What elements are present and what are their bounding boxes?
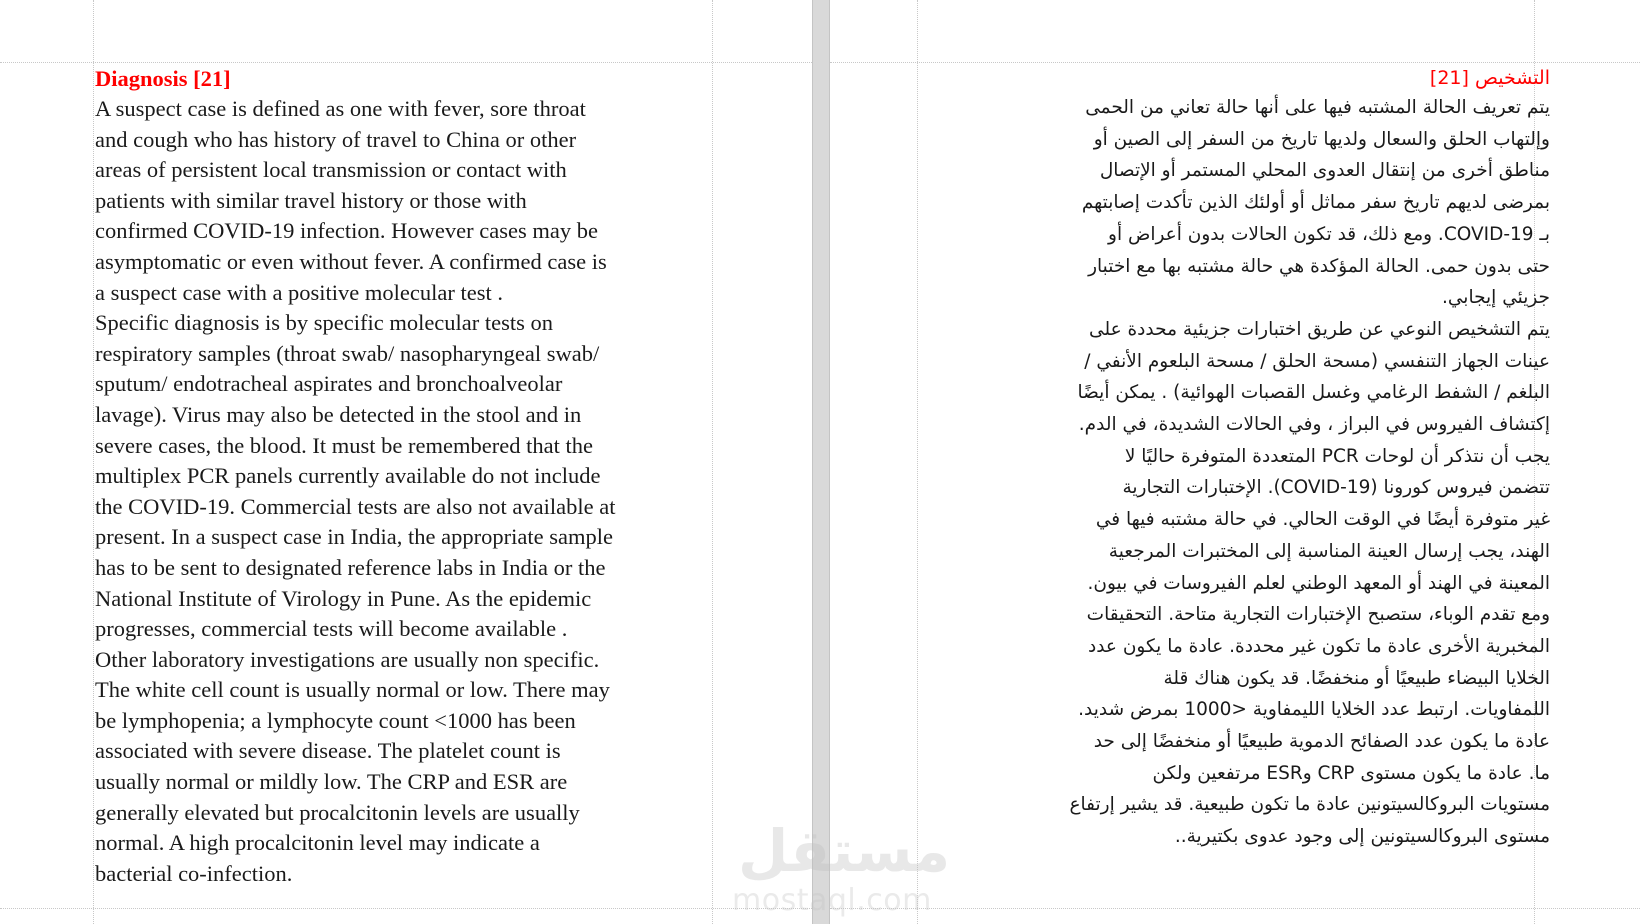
margin-guide-bottom xyxy=(0,908,812,909)
watermark xyxy=(728,817,951,924)
english-section xyxy=(95,64,720,889)
watermark-url: mostaql.com xyxy=(732,883,932,918)
margin-guide-top xyxy=(0,62,812,63)
page-gutter xyxy=(812,0,830,924)
section-body: A suspect case is defined as one with fever, sore throat and cough who has history of travel to China or other areas of persistent local transmission or contact with patients with similar travel history or those with confirmed COVID-19 infection. However cases may be asymptomatic or even without fever. A confirmed case is a suspect case with a positive molecular test . Specific diagnosis is by specific molecular tests on respiratory samples (throat swab/ nasopharyngeal swab/ sputum/ endotracheal aspirates and bronchoalveolar lavage). Virus may also be detected in the stool and in severe cases, the blood. It must be remembered that the multiplex PCR panels currently available do not include the COVID-19. Commercial tests are also not available at present. In a suspect case in India, the appropriate sample has to be sent to designated reference labs in India or the National Institute of Virology in Pune. As the epidemic progresses, commercial tests will become available . Other laboratory investigations are usually non specific. The white cell count is usually normal or low. There may be lymphopenia; a lymphocyte count <1000 has been associated with severe disease. The platelet count is usually normal or mildly low. The CRP and ESR are generally elevated but procalcitonin levels are usually normal. A high procalcitonin level may indicate a bacterial co-infection. xyxy=(95,96,616,886)
section-heading: Diagnosis [21] xyxy=(95,66,231,91)
margin-guide-left xyxy=(93,0,94,924)
arabic-section xyxy=(942,64,1550,853)
section-body: يتم تعريف الحالة المشتبه فيها على أنها حالة تعاني من الحمى وإلتهاب الحلق والسعال ولديها تاريخ من السفر إلى الصين أو مناطق أخرى من إنتقال العدوى المحلي المستمر أو الإتصال بمرضى لديهم تاريخ سفر مماثل أو أولئك الذين تأكدت إصابتهم بـ COVID-19. ومع ذلك، قد تكون الحالات بدون أعراض أو حتى بدون حمى. الحالة المؤكدة هي حالة مشتبه بها مع اختبار جزيئي إيجابي. يتم التشخيص النوعي عن طريق اختبارات جزيئية محددة على عينات الجهاز التنفسي (مسحة الحلق / مسحة البلعوم الأنفي / البلغم / الشفط الرغامي وغسل القصبات الهوائية) . يمكن أيضًا إكتشاف الفيروس في البراز ، وفي الحالات الشديدة، في الدم. يجب أن نتذكر أن لوحات PCR المتعددة المتوفرة حاليًا لا تتضمن فيروس كورونا (COVID-19). الإختبارات التجارية غير متوفرة أيضًا في الوقت الحالي. في حالة مشتبه فيها في الهند، يجب إرسال العينة المناسبة إلى المختبرات المرجعية المعينة في الهند أو المعهد الوطني لعلم الفيروسات في بيون. ومع تقدم الوباء، ستصبح الإختبارات التجارية متاحة. التحقيقات المخبرية الأخرى عادة ما تكون غير محددة. عادة ما يكون عدد الخلايا البيضاء طبيعيًا أو منخفضًا. قد يكون هناك قلة اللمفاويات. ارتبط عدد الخلايا الليمفاوية <1000 بمرض شديد. عادة ما يكون عدد الصفائح الدموية طبيعيًا أو منخفضًا إلى حد ما. عادة ما يكون مستوى CRP وESR مرتفعين ولكن مستويات البروكالسيتونين عادة ما تكون طبيعية. قد يشير إرتفاع مستوى البروكالسيتونين إلى وجود عدوى بكتيرية.. xyxy=(1069,97,1550,848)
watermark-logo: مستقل xyxy=(738,817,951,885)
section-heading: التشخيص [21] xyxy=(1429,67,1550,89)
margin-guide-left xyxy=(917,0,918,924)
margin-guide-bottom xyxy=(830,908,1640,909)
margin-guide-top xyxy=(830,62,1640,63)
